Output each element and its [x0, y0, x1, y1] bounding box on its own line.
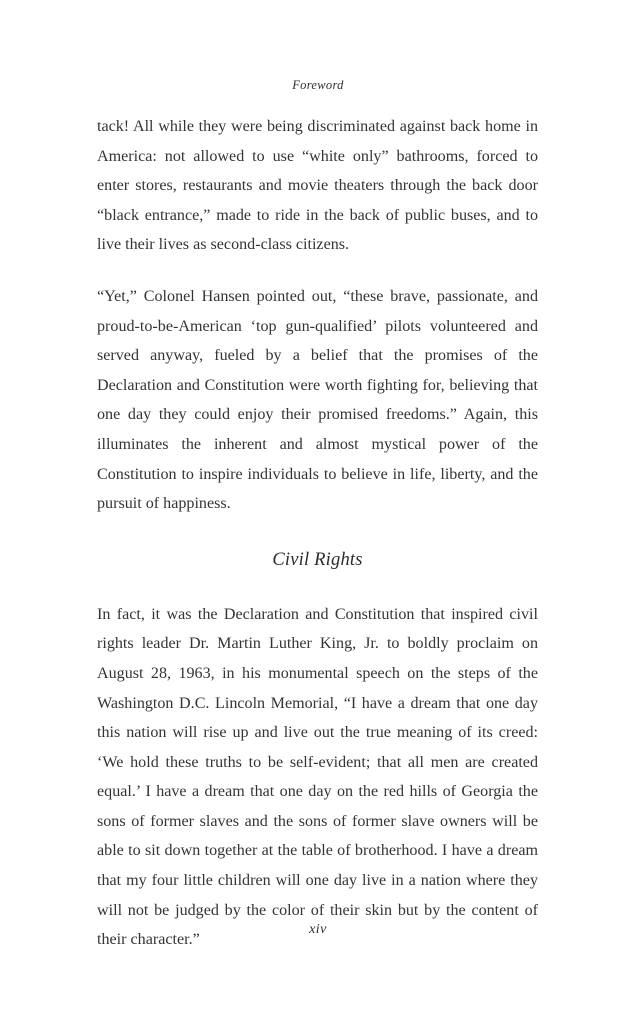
- paragraph-mlk-dream-speech: In fact, it was the Declaration and Constitution that inspired civil rights leader Dr. Martin Luther King, Jr. to boldly proclaim on August 28, 1963, in his monumental speech on the steps of the Washington D.C. Lincoln Memorial, “I have a dream that one day this nation will rise up and live out the true meaning of its creed: ‘We hold these truths to be self-evident; that all men are created equal.’ I have a dream that one day on the red hills of Georgia the sons of former slaves and the sons of former slave owners will be able to sit down together at the table of brotherhood. I have a dream that my four little children will one day live in a nation where they will not be judged by the color of their skin but by the content of their character.”: [97, 605, 538, 949]
- section-heading-civil-rights: Civil Rights: [272, 549, 363, 570]
- paragraph-colonel-hansen-quote: “Yet,” Colonel Hansen pointed out, “these brave, passionate, and proud-to-be-American ‘top gun-qualified’ pilots volunteered and served anyway, fueled by a belief that the promises of the Declaration and Constitution were worth fighting for, believing that one day they could enjoy their promised freedoms.” Again, this illuminates the inherent and almost mystical power of the Constitution to inspire individuals to believe in life, liberty, and the pursuit of happiness.: [97, 287, 538, 513]
- paragraph-discrimination: tack! All while they were being discriminated against back home in America: not allowed to use “white only” bathrooms, forced to enter stores, restaurants and movie theaters through the back door “black entrance,” made to ride in the back of public buses, and to live their lives as second-class citizens.: [97, 118, 538, 254]
- text-column: [97, 112, 538, 955]
- page-number: xiv: [309, 922, 327, 937]
- running-head: Foreword: [292, 78, 344, 92]
